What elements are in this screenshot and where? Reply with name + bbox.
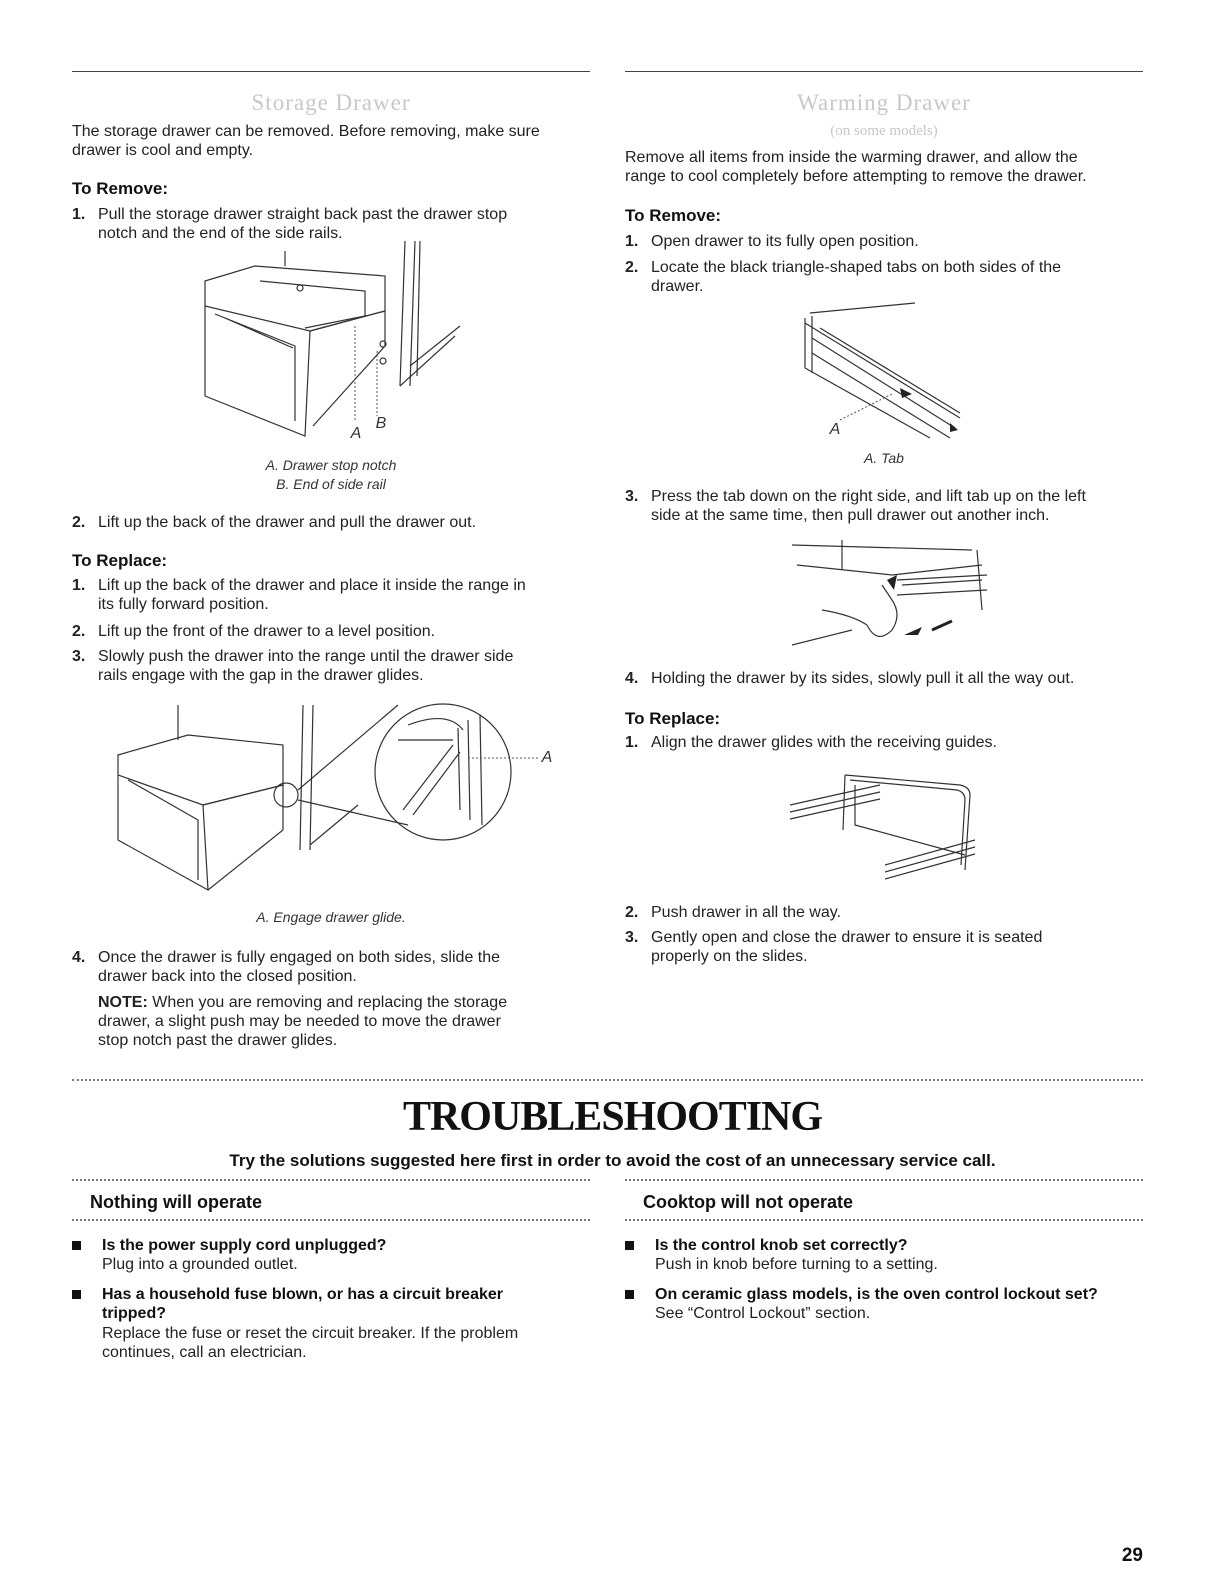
drawer-tab-figure — [800, 298, 970, 443]
step-number: 1. — [72, 577, 86, 594]
answer-text: See “Control Lockout” section. — [655, 1305, 871, 1322]
troubleshooting-divider — [72, 1079, 1143, 1081]
tab-figure-caption: A. Tab — [864, 450, 904, 466]
troubleshooting-title: TROUBLESHOOTING — [402, 1094, 823, 1140]
cooktop-will-not-operate-heading: Cooktop will not operate — [643, 1192, 853, 1212]
step-text: Gently open and close the drawer to ensure it is seated — [651, 929, 1043, 946]
note-label: NOTE: — [98, 994, 148, 1011]
right-heading-top-rule — [625, 1179, 1143, 1181]
step-text: Lift up the back of the drawer and pull the drawer out. — [98, 514, 477, 531]
warming-drawer-subtitle: (on some models) — [830, 123, 938, 139]
step-text-2: rails engage with the gap in the drawer glides. — [98, 667, 424, 684]
figure1-label-b: B — [375, 415, 387, 432]
storage-note — [98, 993, 590, 1053]
figure1-caption-a: A. Drawer stop notch — [265, 457, 397, 473]
step-number: 1. — [625, 233, 639, 250]
ts-item-control-knob — [625, 1236, 1143, 1276]
note-text-1: When you are removing and replacing the storage — [147, 994, 508, 1011]
note-text-2: drawer, a slight push may be needed to move the drawer — [98, 1013, 501, 1030]
left-heading-top-rule — [72, 1179, 590, 1181]
figure1-label-a: A — [350, 425, 362, 442]
step-number: 1. — [625, 734, 639, 751]
bullet-icon — [625, 1290, 634, 1299]
storage-replace-step-1 — [72, 576, 590, 616]
question-text: On ceramic glass models, is the oven control lockout set? — [655, 1286, 1098, 1303]
storage-replace-step-2 — [72, 622, 590, 642]
step-number: 4. — [72, 949, 86, 966]
bullet-icon — [625, 1241, 634, 1250]
step-text: Align the drawer glides with the receiving guides. — [651, 734, 997, 751]
engage-drawer-glide-figure — [108, 700, 558, 895]
storage-intro-line2: drawer is cool and empty. — [72, 142, 254, 159]
warming-replace-step-1 — [625, 733, 1143, 753]
step-text: Once the drawer is fully engaged on both sides, slide the — [98, 949, 501, 966]
storage-drawer-title: Storage Drawer — [251, 90, 411, 115]
figure1-caption-b: B. End of side rail — [276, 476, 386, 492]
answer-text: Plug into a grounded outlet. — [102, 1256, 298, 1273]
step-text-2: notch and the end of the side rails. — [98, 225, 343, 242]
page-number: 29 — [1121, 1545, 1143, 1566]
bullet-icon — [72, 1241, 81, 1250]
question-text: Has a household fuse blown, or has a circuit breaker — [102, 1286, 503, 1303]
note-text-3: stop notch past the drawer glides. — [98, 1032, 338, 1049]
question-text-2: tripped? — [102, 1305, 166, 1322]
storage-remove-heading: To Remove: — [72, 179, 169, 198]
left-heading-bottom-rule — [72, 1219, 590, 1221]
answer-text: Replace the fuse or reset the circuit breaker. If the problem — [102, 1325, 519, 1342]
answer-text: Push in knob before turning to a setting. — [655, 1256, 938, 1273]
storage-drawer-stop-figure — [195, 236, 475, 446]
step-text-2: side at the same time, then pull drawer out another inch. — [651, 507, 1050, 524]
step-number: 4. — [625, 670, 639, 687]
bullet-icon — [72, 1290, 81, 1299]
ts-item-control-lockout — [625, 1285, 1143, 1325]
warming-remove-heading: To Remove: — [625, 206, 722, 225]
pull-drawer-figure — [782, 535, 997, 655]
step-number: 2. — [625, 904, 639, 921]
step-text: Slowly push the drawer into the range until the drawer side — [98, 648, 514, 665]
step-number: 3. — [625, 488, 639, 505]
warming-drawer-title: Warming Drawer — [797, 90, 971, 115]
step-text-2: its fully forward position. — [98, 596, 269, 613]
warming-intro-line1: Remove all items from inside the warming drawer, and allow the — [625, 149, 1078, 166]
question-text: Is the control knob set correctly? — [655, 1237, 908, 1254]
tab-figure-label-a: A — [829, 421, 841, 438]
storage-intro-line1: The storage drawer can be removed. Before removing, make sure — [72, 123, 540, 140]
warming-remove-step-1 — [625, 232, 1143, 252]
step-text: Pull the storage drawer straight back past the drawer stop — [98, 206, 508, 223]
warming-remove-step-3 — [625, 487, 1143, 527]
step-number: 2. — [72, 623, 86, 640]
step-text-2: drawer. — [651, 278, 704, 295]
troubleshooting-subtitle: Try the solutions suggested here first in order to avoid the cost of an unnecessary service call. — [229, 1151, 996, 1170]
step-text: Lift up the front of the drawer to a level position. — [98, 623, 436, 640]
question-text: Is the power supply cord unplugged? — [102, 1237, 387, 1254]
nothing-will-operate-heading: Nothing will operate — [90, 1192, 263, 1212]
step-number: 2. — [72, 514, 86, 531]
storage-replace-step-3 — [72, 647, 590, 687]
warming-replace-step-2 — [625, 903, 1143, 923]
step-text: Lift up the back of the drawer and place it inside the range in — [98, 577, 526, 594]
step-text: Locate the black triangle-shaped tabs on both sides of the — [651, 259, 1062, 276]
warming-intro-line2: range to cool completely before attempting to remove the drawer. — [625, 168, 1087, 185]
step-number: 1. — [72, 206, 86, 223]
ts-item-power-cord — [72, 1236, 590, 1276]
figure2-caption: A. Engage drawer glide. — [256, 909, 406, 925]
right-heading-bottom-rule — [625, 1219, 1143, 1221]
drawer-glides-figure — [785, 770, 985, 880]
figure2-label-a: A — [541, 749, 553, 766]
top-rule-right — [625, 71, 1143, 72]
step-text: Open drawer to its fully open position. — [651, 233, 919, 250]
step-text: Press the tab down on the right side, and lift tab up on the left — [651, 488, 1086, 505]
step-text: Push drawer in all the way. — [651, 904, 842, 921]
ts-item-fuse-breaker — [72, 1285, 590, 1365]
warming-replace-heading: To Replace: — [625, 709, 721, 728]
warming-replace-step-3 — [625, 928, 1143, 968]
answer-text-2: continues, call an electrician. — [102, 1344, 307, 1361]
storage-remove-step-2 — [72, 513, 590, 533]
storage-replace-step-4 — [72, 948, 590, 988]
step-number: 2. — [625, 259, 639, 276]
warming-remove-step-4 — [625, 669, 1143, 689]
step-text: Holding the drawer by its sides, slowly pull it all the way out. — [651, 670, 1075, 687]
step-number: 3. — [625, 929, 639, 946]
top-rule-left — [72, 71, 590, 72]
step-text-2: drawer back into the closed position. — [98, 968, 357, 985]
storage-replace-heading: To Replace: — [72, 551, 168, 570]
step-number: 3. — [72, 648, 86, 665]
warming-remove-step-2 — [625, 258, 1143, 298]
step-text-2: properly on the slides. — [651, 948, 808, 965]
